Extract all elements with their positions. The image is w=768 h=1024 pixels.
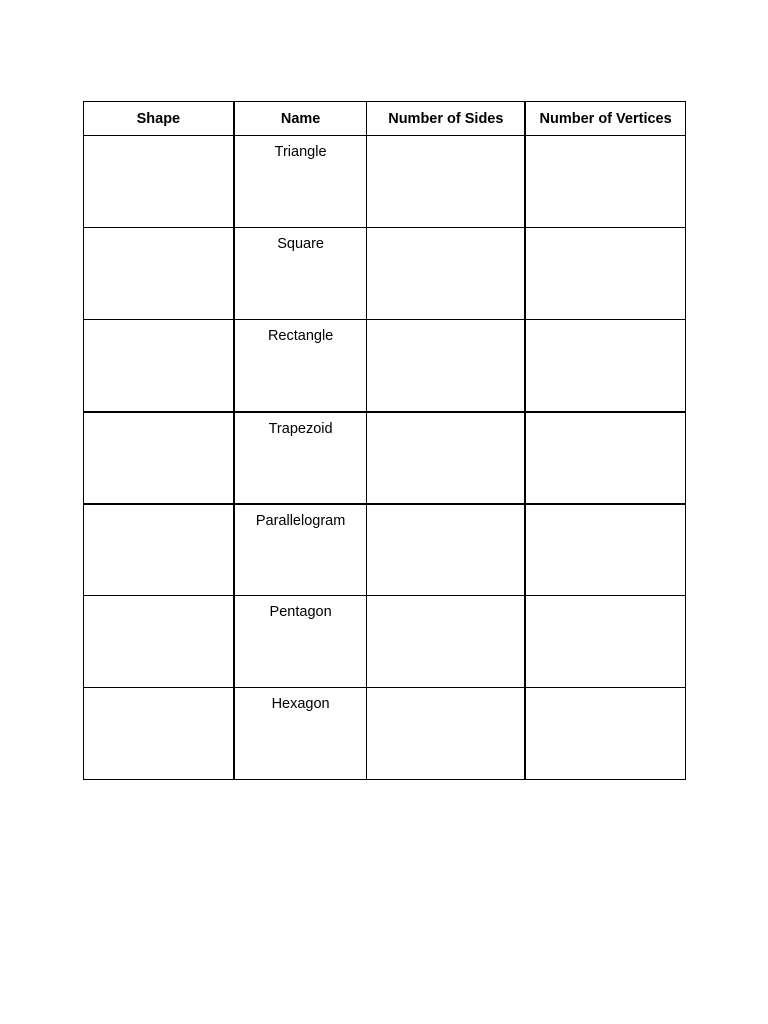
vertices-cell[interactable] [525,688,685,780]
header-shape: Shape [84,102,234,136]
sides-cell[interactable] [367,136,525,228]
sides-cell[interactable] [367,688,525,780]
name-cell: Square [234,228,367,320]
name-cell: Triangle [234,136,367,228]
shape-cell[interactable] [84,596,234,688]
header-number-of-sides: Number of Sides [367,102,525,136]
table-row [84,228,686,320]
shape-cell[interactable] [84,228,234,320]
shape-cell[interactable] [84,504,234,596]
header-name: Name [234,102,367,136]
vertices-cell[interactable] [525,228,685,320]
shapes-table [83,101,686,780]
header-number-of-vertices: Number of Vertices [525,102,685,136]
vertices-cell[interactable] [525,504,685,596]
sides-cell[interactable] [367,596,525,688]
name-cell: Parallelogram [234,504,367,596]
vertices-cell[interactable] [525,412,685,504]
vertices-cell[interactable] [525,136,685,228]
table-row [84,136,686,228]
table-row [84,320,686,412]
shape-cell[interactable] [84,412,234,504]
table-row [84,504,686,596]
table-header-row [84,102,686,136]
table-row [84,596,686,688]
vertices-cell[interactable] [525,596,685,688]
sides-cell[interactable] [367,228,525,320]
table-row [84,688,686,780]
shape-cell[interactable] [84,320,234,412]
sides-cell[interactable] [367,412,525,504]
shape-cell[interactable] [84,688,234,780]
sides-cell[interactable] [367,320,525,412]
table-row [84,412,686,504]
name-cell: Rectangle [234,320,367,412]
name-cell: Pentagon [234,596,367,688]
shape-cell[interactable] [84,136,234,228]
sides-cell[interactable] [367,504,525,596]
name-cell: Hexagon [234,688,367,780]
name-cell: Trapezoid [234,412,367,504]
vertices-cell[interactable] [525,320,685,412]
